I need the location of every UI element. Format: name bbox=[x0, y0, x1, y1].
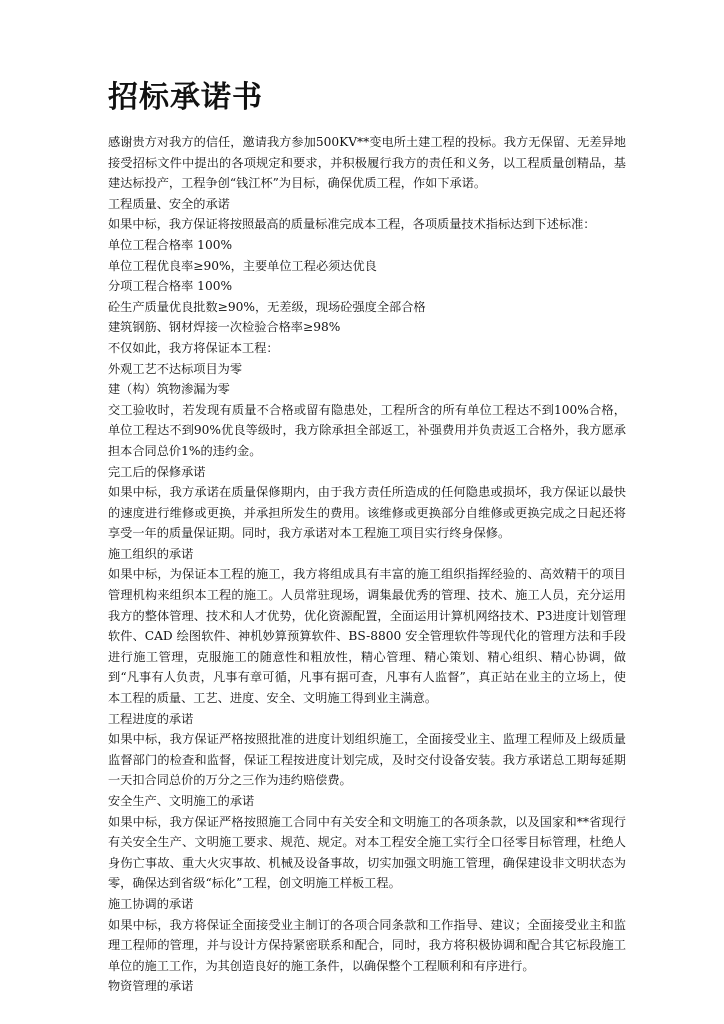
materials-heading: 物资管理的承诺 bbox=[108, 979, 194, 994]
warranty-paragraph: 如果中标，我方承诺在质量保修期内，由于我方责任所造成的任何隐患或损坏，我方保证以最快的速度进行维修或更换，并承担所发生的费用。该维修或更换部分自维修或更换完成之日起还将享受一年的质量保证期。同时，我方承诺对本工程施工项目实行终身保修。 bbox=[108, 485, 626, 541]
warranty-heading: 完工后的保修承诺 bbox=[108, 464, 206, 479]
organization-paragraph: 如果中标，为保证本工程的施工，我方将组成具有丰富的施工组织指挥经验的、高效精干的项目管理机构来组织本工程的施工。人员常驻现场，调集最优秀的管理、技术、施工人员，充分运用我方的整体管理、技术和人才优势，优化资源配置，全面运用计算机网络技术、P3进度计划管理软件、CAD 绘图软件、神机妙算预算软件、BS-8800 安全管理软件等现代化的管理方法和手段进行施工管理，克服施工的随意性和粗放性，精心管理、精心策划、精心组织、精心协调，做到“凡事有人负责，凡事有章可循，凡事有据可查，凡事有人监督”，真正站在业主的立场上，使本工程的质量、工艺、进度、安全、文明施工得到业主满意。 bbox=[108, 567, 626, 706]
document-page bbox=[108, 80, 626, 997]
organization-heading: 施工组织的承诺 bbox=[108, 546, 194, 561]
quality-line: 分项工程合格率 100% bbox=[108, 279, 233, 294]
quality-line: 建筑钢筋、钢材焊接一次检验合格率≥98% bbox=[108, 320, 341, 335]
coordination-paragraph: 如果中标，我方将保证全面接受业主制订的各项合同条款和工作指导、建议；全面接受业主和监理工程师的管理，并与设计方保持紧密联系和配合，同时，我方将积极协调和配合其它标段施工单位的施工工作，为其创造良好的施工条件，以确保整个工程顺利和有序进行。 bbox=[108, 917, 626, 973]
quality-line: 不仅如此，我方将保证本工程： bbox=[108, 340, 279, 355]
coordination-heading: 施工协调的承诺 bbox=[108, 896, 194, 911]
quality-paragraph: 如果中标，我方保证将按照最高的质量标准完成本工程，各项质量技术指标达到下述标准： bbox=[108, 217, 596, 232]
quality-heading: 工程质量、安全的承诺 bbox=[108, 196, 230, 211]
schedule-heading: 工程进度的承诺 bbox=[108, 711, 194, 726]
quality-line: 外观工艺不达标项目为零 bbox=[108, 361, 243, 376]
schedule-paragraph: 如果中标，我方保证严格按照批准的进度计划组织施工，全面接受业主、监理工程师及上级质量监督部门的检查和监督，保证工程按进度计划完成，及时交付设备安装。我方承诺总工期每延期一天扣合同总价的万分之三作为违约赔偿费。 bbox=[108, 732, 626, 788]
quality-line: 砼生产质量优良批数≥90%，无差级，现场砼强度全部合格 bbox=[108, 299, 426, 314]
quality-line: 单位工程优良率≥90%，主要单位工程必须达优良 bbox=[108, 258, 377, 273]
safety-heading: 安全生产、文明施工的承诺 bbox=[108, 794, 255, 808]
safety-paragraph: 如果中标，我方保证严格按照施工合同中有关安全和文明施工的各项条款，以及国家和**省现行有关安全生产、文明施工要求、规范、规定。对本工程安全施工实行全口径零目标管理，杜绝人身伤亡事故、重大火灾事故、机械及设备事故，切实加强文明施工管理，确保建设非文明状态为零，确保达到省级“标化”工程，创文明施工样板工程。 bbox=[108, 814, 626, 891]
quality-line: 建（构）筑物渗漏为零 bbox=[108, 382, 230, 397]
acceptance-paragraph: 交工验收时，若发现有质量不合格或留有隐患处，工程所含的所有单位工程达不到100%合格，单位工程达不到90%优良等级时，我方除承担全部返工，补强费用并负责返工合格外，我方愿承担本合同总价1%的违约金。 bbox=[108, 402, 626, 458]
intro-paragraph: 感谢贵方对我方的信任，邀请我方参加500KV**变电所土建工程的投标。我方无保留、无差异地接受招标文件中提出的各项规定和要求，并积极履行我方的责任和义务，以工程质量创精品，基建达标投产，工程争创“钱江杯”为目标，确保优质工程，作如下承诺。 bbox=[108, 135, 626, 191]
document-title: 招标承诺书 bbox=[108, 80, 263, 115]
quality-line: 单位工程合格率 100% bbox=[108, 237, 233, 252]
